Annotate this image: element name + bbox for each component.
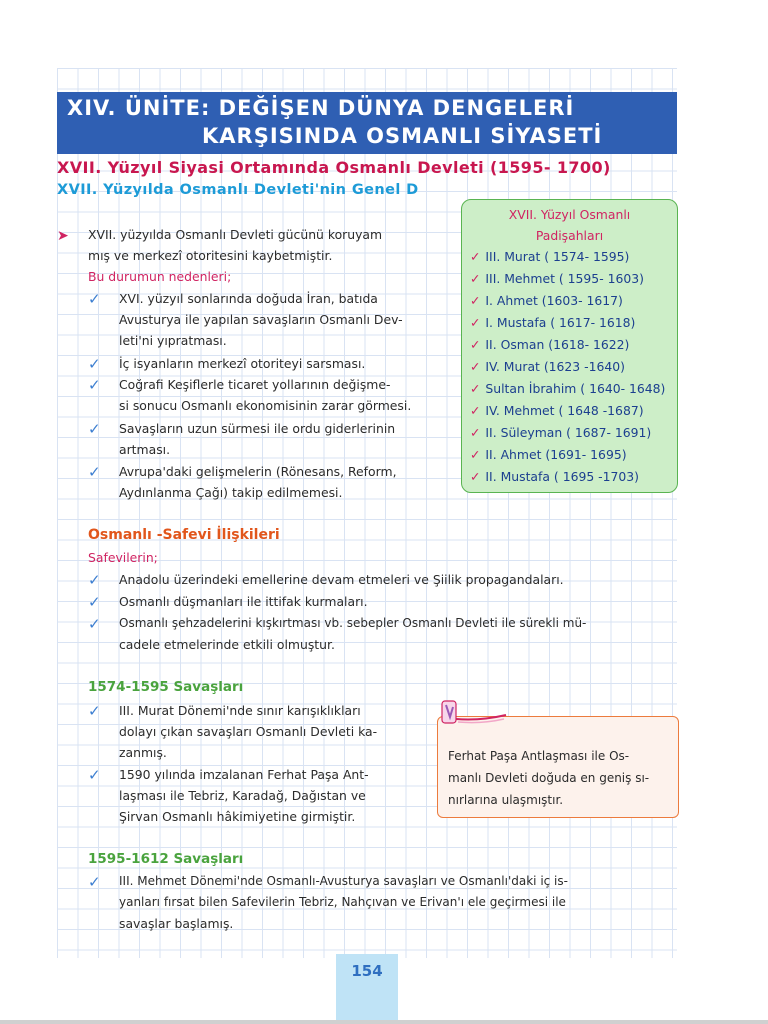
- war-line: dolayı çıkan savaşları Osmanlı Devleti ka-: [119, 724, 378, 739]
- reason-line: Avusturya ile yapılan savaşların Osmanlı Dev-: [119, 312, 403, 327]
- page-number-tab: [336, 954, 398, 1024]
- wars-1595-title: 1595-1612 Savaşları: [88, 851, 244, 867]
- check-icon: ✓: [88, 355, 101, 373]
- sultan-item: ✓ II. Osman (1618- 1622): [470, 337, 630, 352]
- safevi-item: Anadolu üzerindeki emellerine devam etmeleri ve Şiilik propagandaları.: [119, 572, 564, 587]
- safevi-item: Osmanlı şehzadelerini kışkırtması vb. sebepler Osmanlı Devleti ile sürekli mü-: [119, 616, 587, 630]
- war-line: 1590 yılında imzalanan Ferhat Paşa Ant-: [119, 767, 369, 782]
- war-line: III. Mehmet Dönemi'nde Osmanlı-Avusturya savaşları ve Osmanlı'daki iç is-: [119, 874, 568, 888]
- subsection-title: XVII. Yüzyılda Osmanlı Devleti'nin Genel D: [57, 182, 419, 198]
- check-icon: ✓: [470, 293, 481, 308]
- intro-line: XVII. yüzyılda Osmanlı Devleti gücünü koruyam: [88, 227, 383, 242]
- war-line: Şirvan Osmanlı hâkimiyetine girmiştir.: [119, 809, 356, 824]
- check-icon: ✓: [470, 469, 481, 484]
- safevi-item: cadele etmelerinde etkili olmuştur.: [119, 637, 335, 652]
- intro-line: mış ve merkezî otoritesini kaybetmiştir.: [88, 248, 333, 263]
- unit-title-line2: KARŞISINDA OSMANLI SİYASETİ: [202, 124, 603, 148]
- check-icon: ✓: [470, 249, 481, 264]
- section-title: XVII. Yüzyıl Siyasi Ortamında Osmanlı Devleti (1595- 1700): [57, 158, 611, 177]
- pen-icon: [440, 699, 510, 727]
- reason-line: Aydınlanma Çağı) takip edilmemesi.: [119, 485, 343, 500]
- check-icon: ✓: [88, 290, 101, 308]
- sultan-item: ✓ IV. Mehmet ( 1648 -1687): [470, 403, 644, 418]
- sultan-item: ✓ Sultan İbrahim ( 1640- 1648): [470, 381, 666, 396]
- check-icon: ✓: [88, 420, 101, 438]
- note-text: Ferhat Paşa Antlaşması ile Os- manlı Devleti doğuda en geniş sı- nırlarına ulaşmıştır.: [448, 749, 650, 807]
- war-line: yanları fırsat bilen Safevilerin Tebriz, Nahçıvan ve Erivan'ı ele geçirmesi ile: [119, 895, 566, 909]
- reason-line: artması.: [119, 442, 171, 457]
- check-icon: ✓: [88, 873, 101, 891]
- reason-line: İç isyanların merkezî otoriteyi sarsması.: [119, 356, 366, 371]
- safevi-title: Osmanlı -Safevi İlişkileri: [88, 527, 280, 543]
- check-icon: ✓: [88, 376, 101, 394]
- reason-line: si sonucu Osmanlı ekonomisinin zarar görmesi.: [119, 398, 412, 413]
- wars-1574-title: 1574-1595 Savaşları: [88, 679, 244, 695]
- check-icon: ✓: [88, 766, 101, 784]
- sultan-item: ✓ I. Ahmet (1603- 1617): [470, 293, 623, 308]
- check-icon: ✓: [470, 425, 481, 440]
- sultans-title: Padişahları: [535, 228, 604, 243]
- war-line: zanmış.: [119, 745, 167, 760]
- safevi-label: Safevilerin;: [88, 550, 158, 565]
- check-icon: ✓: [470, 271, 481, 286]
- check-icon: ✓: [470, 381, 481, 396]
- check-icon: ✓: [470, 447, 481, 462]
- check-icon: ✓: [88, 702, 101, 720]
- sultans-title: XVII. Yüzyıl Osmanlı: [508, 207, 631, 222]
- sultan-item: ✓ II. Mustafa ( 1695 -1703): [470, 469, 640, 484]
- page-number: 154: [351, 962, 383, 980]
- sultan-item: ✓ IV. Murat (1623 -1640): [470, 359, 625, 374]
- check-icon: ✓: [470, 337, 481, 352]
- note-box: [437, 716, 679, 818]
- check-icon: ✓: [88, 463, 101, 481]
- war-line: savaşlar başlamış.: [119, 916, 234, 931]
- check-icon: ✓: [470, 403, 481, 418]
- reason-line: Coğrafi Keşiflerle ticaret yollarının değişme-: [119, 377, 391, 392]
- reason-line: leti'ni yıpratması.: [119, 333, 227, 348]
- sultan-item: ✓ II. Ahmet (1691- 1695): [470, 447, 627, 462]
- reason-line: Avrupa'daki gelişmelerin (Rönesans, Reform,: [119, 464, 397, 479]
- reason-line: XVI. yüzyıl sonlarında doğuda İran, batıda: [119, 291, 378, 306]
- sultan-item: ✓ II. Süleyman ( 1687- 1691): [470, 425, 652, 440]
- unit-banner: [57, 92, 677, 154]
- reasons-label: Bu durumun nedenleri;: [88, 269, 232, 284]
- unit-title-line1: XIV. ÜNİTE: DEĞİŞEN DÜNYA DENGELERİ: [67, 96, 575, 120]
- check-icon: ✓: [88, 593, 101, 611]
- sultan-item: ✓ III. Mehmet ( 1595- 1603): [470, 271, 644, 286]
- safevi-item: Osmanlı düşmanları ile ittifak kurmaları.: [119, 594, 368, 609]
- sultans-box: [461, 199, 678, 493]
- check-icon: ✓: [88, 615, 101, 633]
- check-icon: ✓: [88, 571, 101, 589]
- check-icon: ✓: [470, 315, 481, 330]
- reason-line: Savaşların uzun sürmesi ile ordu giderlerinin: [119, 421, 396, 436]
- check-icon: ✓: [470, 359, 481, 374]
- sultan-item: ✓ III. Murat ( 1574- 1595): [470, 249, 630, 264]
- arrow-bullet-icon: ➤: [57, 228, 69, 244]
- war-line: III. Murat Dönemi'nde sınır karışıklıkları: [119, 703, 361, 718]
- sultan-item: ✓ I. Mustafa ( 1617- 1618): [470, 315, 636, 330]
- war-line: laşması ile Tebriz, Karadağ, Dağıstan ve: [119, 788, 366, 803]
- bottom-rule: [0, 1020, 768, 1024]
